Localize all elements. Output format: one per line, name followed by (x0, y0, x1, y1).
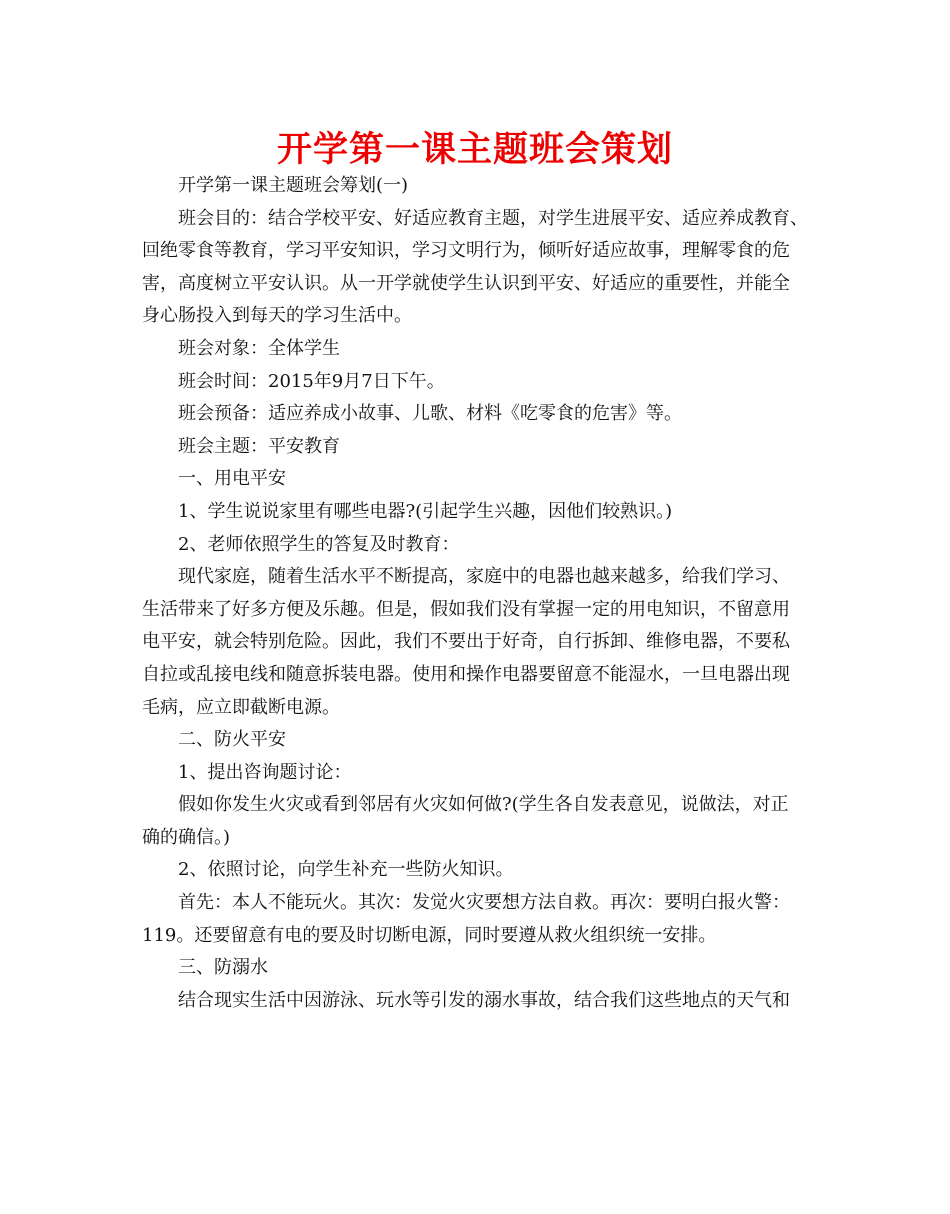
paragraph-line: 开学第一课主题班会筹划(一) (178, 175, 409, 196)
paragraph-line: 假如你发生火灾或看到邻居有火灾如何做?(学生各自发表意见，说做法，对正 (178, 794, 789, 816)
paragraph-line: 害，高度树立平安认识。从一开学就使学生认识到平安、好适应的重要性，并能全 (142, 272, 790, 294)
paragraph-line: 班会时间：2015年9月7日下午。 (178, 370, 445, 392)
paragraph-line: 生活带来了好多方便及乐趣。但是，假如我们没有掌握一定的用电知识，不留意用 (142, 598, 790, 620)
paragraph-line: 确的确信。) (142, 826, 231, 848)
paragraph-line: 三、防溺水 (178, 957, 268, 979)
paragraph-line: 毛病，应立即截断电源。 (142, 696, 340, 718)
paragraph-line: 回绝零食等教育，学习平安知识，学习文明行为，倾听好适应故事，理解零食的危 (142, 240, 790, 262)
paragraph-line: 2、老师依照学生的答复及时教育： (178, 533, 460, 555)
paragraph-line: 二、防火平安 (178, 729, 286, 751)
paragraph-line: 班会对象：全体学生 (178, 337, 340, 359)
paragraph-line: 首先：本人不能玩火。其次：发觉火灾要想方法自救。再次：要明白报火警： (178, 892, 790, 914)
document-body (142, 170, 818, 1017)
paragraph-line: 班会主题：平安教育 (178, 435, 340, 457)
document-title: 开学第一课主题班会策划 (276, 130, 673, 170)
paragraph-line: 身心肠投入到每天的学习生活中。 (142, 305, 412, 327)
paragraph-line: 班会预备：适应养成小故事、儿歌、材料《吃零食的危害》等。 (178, 403, 682, 425)
paragraph-line: 1、提出咨询题讨论： (178, 761, 352, 783)
paragraph-line: 一、用电平安 (178, 468, 286, 490)
paragraph-line: 班会目的：结合学校平安、好适应教育主题，对学生进展平安、适应养成教育、 (178, 207, 808, 229)
paragraph-line: 结合现实生活中因游泳、玩水等引发的溺水事故，结合我们这些地点的天气和 (178, 989, 790, 1011)
paragraph-line: 119。还要留意有电的要及时切断电源，同时要遵从救火组织统一安排。 (142, 924, 717, 946)
paragraph-line: 1、学生说说家里有哪些电器?(引起学生兴趣，因他们较熟识。) (178, 500, 673, 522)
paragraph-line: 电平安，就会特别危险。因此，我们不要出于好奇，自行拆卸、维修电器，不要私 (142, 631, 790, 653)
paragraph-line: 现代家庭，随着生活水平不断提高，家庭中的电器也越来越多，给我们学习、 (178, 566, 790, 588)
paragraph-line: 自拉或乱接电线和随意拆装电器。使用和操作电器要留意不能湿水，一旦电器出现 (142, 663, 790, 685)
paragraph-line: 2、依照讨论，向学生补充一些防火知识。 (178, 859, 514, 881)
